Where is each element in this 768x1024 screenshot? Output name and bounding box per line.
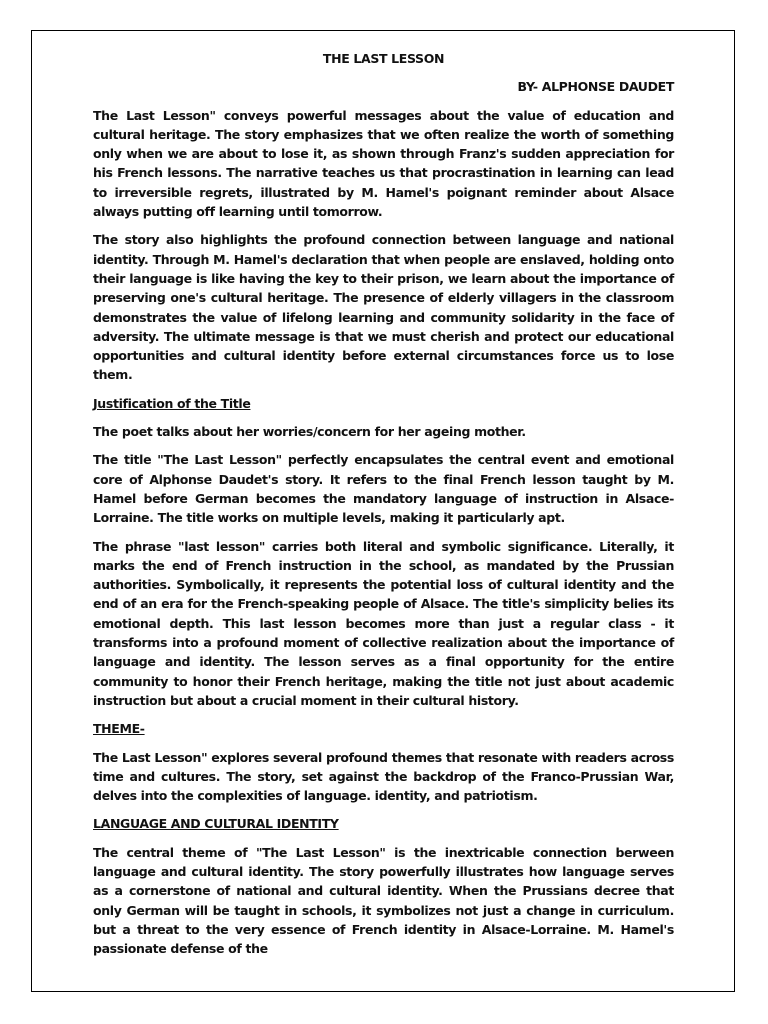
paragraph-justification-3: The phrase "last lesson" carries both literal and symbolic significance. Literally, it marks the end of French instruction in the school, as mandated by the Prussian authorities. Symbolically, it represents the potential loss of cultural identity and the end of an era for the French-speaking people of Alsace. The title's simplicity belies its emotional depth. This last lesson becomes more than just a regular class - it transforms into a profound moment of collective realization about the importance of language and identity. The lesson serves as a final opportunity for the entire community to honor their French heritage, making the title not just about academic instruction but about a crucial moment in their cultural history. xyxy=(93,538,674,708)
document-title: THE LAST LESSON xyxy=(322,51,445,66)
paragraph-justification-2: The title "The Last Lesson" perfectly encapsulates the central event and emotional core of Alphonse Daudet's story. It refers to the final French lesson taught by M. Hamel before German becomes the mandatory language of instruction in Alsace-Lorraine. The title works on multiple levels, making it particularly apt. xyxy=(93,452,674,526)
heading-theme-text: THEME- xyxy=(93,721,145,737)
paragraph-intro-2: The story also highlights the profound connection between language and national identity. Through M. Hamel's declaration that when people are enslaved, holding onto their language is like having the key to their prison, we learn about the importance of preserving one's cultural heritage. The presence of elderly villagers in the classroom demonstrates the value of lifelong learning and community solidarity in the face of adversity. The ultimate message is that we must cherish and protect our educational opportunities and cultural identity before external circumstances force us to lose them. xyxy=(93,232,674,383)
heading-justification xyxy=(93,394,674,413)
author-byline: BY- ALPHONSE DAUDET xyxy=(517,79,674,95)
heading-language-identity xyxy=(93,814,674,833)
heading-theme xyxy=(93,719,674,738)
heading-justification-text: Justification of the Title xyxy=(93,395,251,411)
heading-language-identity-text: LANGUAGE AND CULTURAL IDENTITY xyxy=(93,816,339,832)
paragraph-theme-1: The Last Lesson" explores several profound themes that resonate with readers across time and cultures. The story, set against the backdrop of the Franco-Prussian War, delves into the complexities of language. identity, and patriotism. xyxy=(93,749,674,804)
paragraph-language-1: The central theme of "The Last Lesson" is the inextricable connection berween language and cultural identity. The story powerfully illustrates how language serves as a cornerstone of national and cultural identity. When the Prussians decree that only German will be taught in schools, it symbolizes not just a change in curriculum. but a threat to the very essence of French identity in Alsace-Lorraine. M. Hamel's passionate defense of the xyxy=(93,844,674,957)
paragraph-justification-1: The poet talks about her worries/concern for her ageing mother. xyxy=(93,424,526,440)
paragraph-intro-1: The Last Lesson" conveys powerful messages about the value of education and cultural heritage. The story emphasizes that we often realize the worth of something only when we are about to lose it, as shown through Franz's sudden appreciation for his French lessons. The narrative teaches us that procrastination in learning can lead to irreversible regrets, illustrated by M. Hamel's poignant reminder about Alsace always putting off learning until tomorrow. xyxy=(93,107,674,220)
document-body xyxy=(93,49,674,958)
